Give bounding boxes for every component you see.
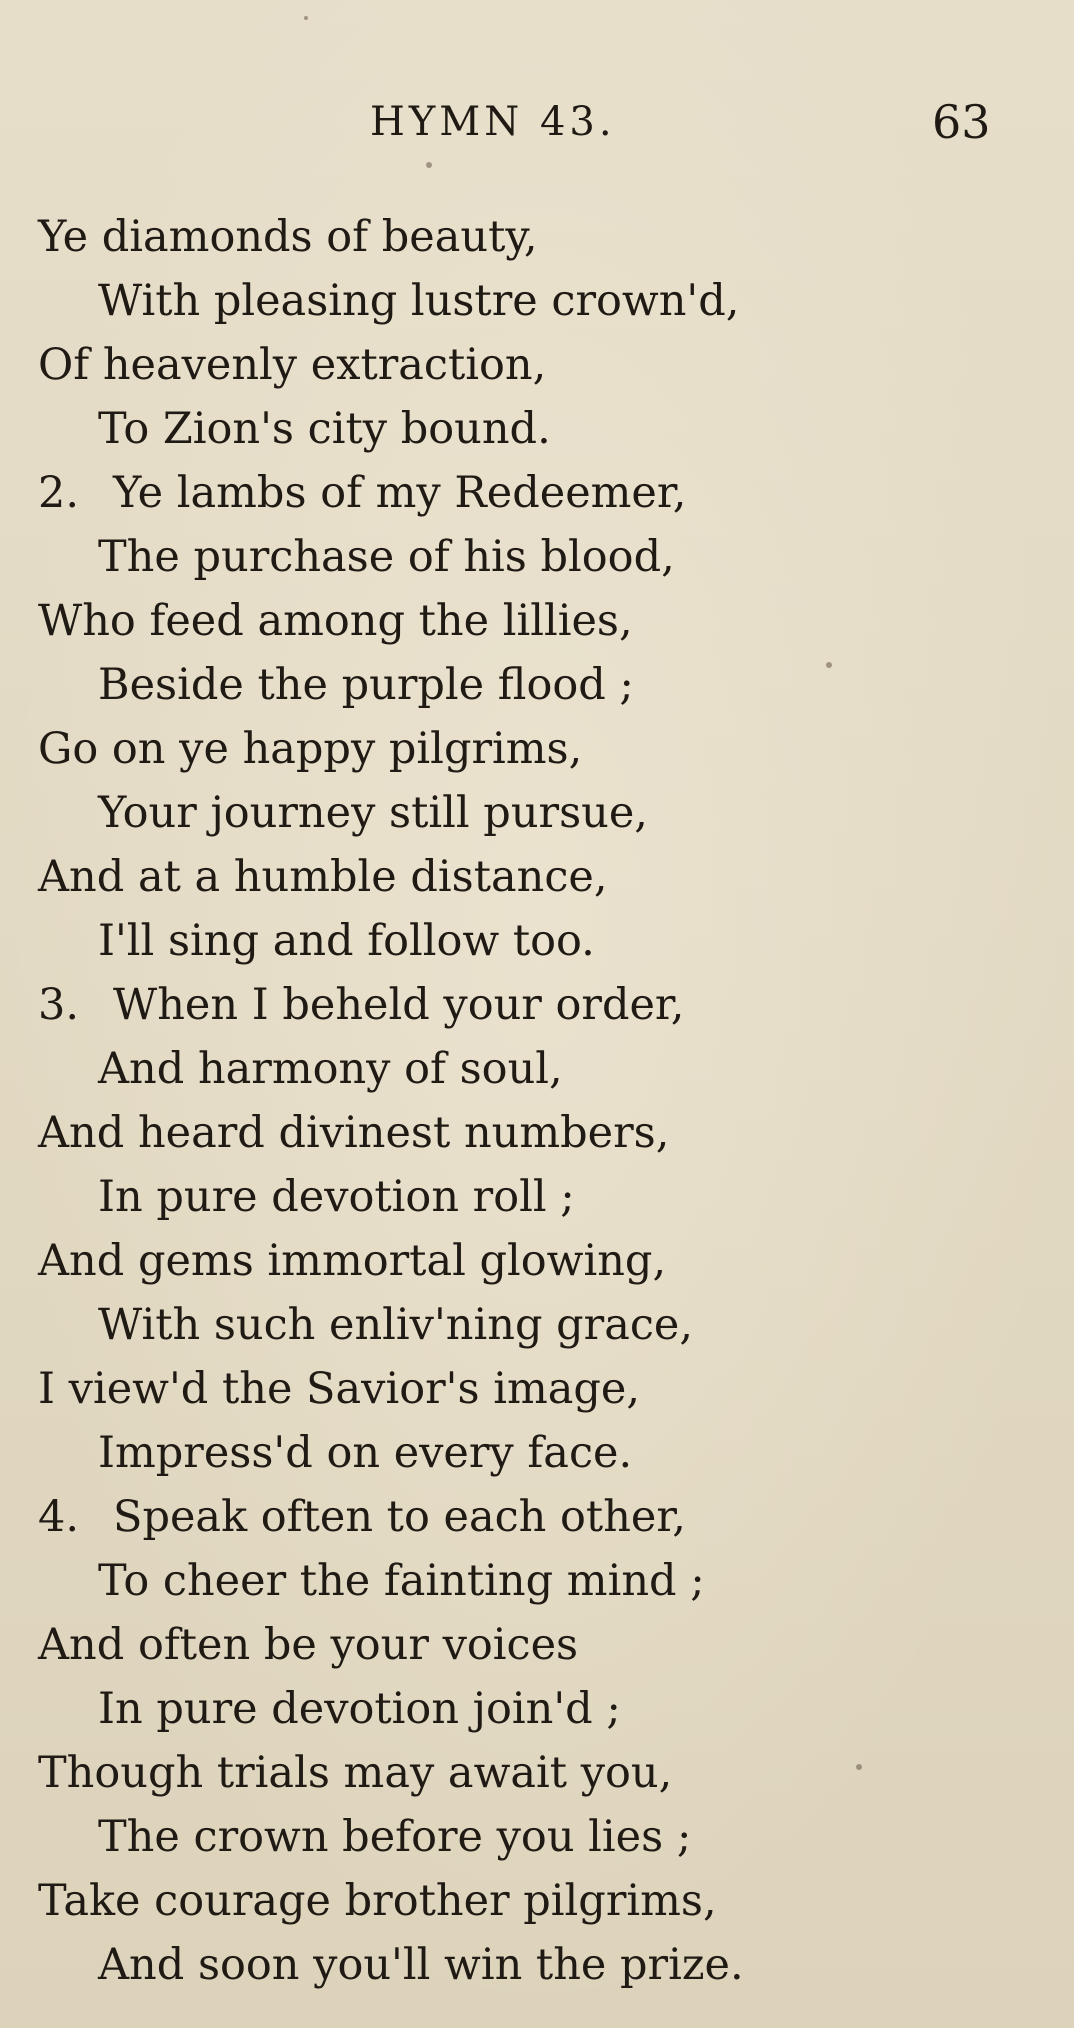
verse-2-line-7: And at a humble distance, [38, 852, 608, 902]
verse-1-line-3: Of heavenly extraction, [38, 340, 547, 390]
paper-speck [826, 662, 832, 668]
verse-2-line-3: Who feed among the lillies, [38, 596, 633, 646]
page-number: 63 [932, 95, 991, 149]
verse-4-line-2: To cheer the fainting mind ; [98, 1556, 705, 1606]
paper-speck [304, 16, 308, 20]
verse-1-line-1: Ye diamonds of beauty, [38, 212, 538, 262]
verse-3-line-3: And heard divinest numbers, [38, 1108, 670, 1158]
verse-3-line-7: I view'd the Savior's image, [38, 1364, 640, 1414]
verse-3-line-1: 3. When I beheld your order, [38, 973, 1038, 1037]
paper-speck [856, 1764, 862, 1770]
verse-4-line-7: Take courage brother pilgrims, [38, 1876, 717, 1926]
verse-number: 4. [38, 1492, 80, 1542]
verse-4-line-4: In pure devotion join'd ; [98, 1684, 621, 1734]
verse-number: 3. [38, 980, 80, 1030]
verse-2-line-4: Beside the purple flood ; [98, 660, 634, 710]
running-title: HYMN 43. [370, 99, 616, 145]
verse-3-line-5: And gems immortal glowing, [38, 1236, 667, 1286]
page-header [0, 92, 1074, 152]
verse-4-line-5: Though trials may await you, [38, 1748, 673, 1798]
verse-2-line-6: Your journey still pursue, [98, 788, 648, 838]
verse-1-line-2: With pleasing lustre crown'd, [98, 276, 740, 326]
verse-3-line-2: And harmony of soul, [98, 1044, 563, 1094]
verse-4-line-8: And soon you'll win the prize. [98, 1940, 744, 1990]
verse-1-line-4: To Zion's city bound. [98, 404, 551, 454]
verse-4-line-1: 4. Speak often to each other, [38, 1485, 1038, 1549]
verse-2-line-2: The purchase of his blood, [98, 532, 675, 582]
verse-2-line-5: Go on ye happy pilgrims, [38, 724, 583, 774]
verse-2-line-1: 2. Ye lambs of my Redeemer, [38, 461, 1038, 525]
verse-2-line-8: I'll sing and follow too. [98, 916, 595, 966]
hymn-text [38, 205, 1038, 1997]
verse-4-line-3: And often be your voices [38, 1620, 579, 1670]
verse-3-line-8: Impress'd on every face. [98, 1428, 633, 1478]
verse-3-line-4: In pure devotion roll ; [98, 1172, 575, 1222]
verse-number: 2. [38, 468, 80, 518]
paper-speck [426, 162, 432, 168]
verse-4-line-6: The crown before you lies ; [98, 1812, 692, 1862]
verse-3-line-6: With such enliv'ning grace, [98, 1300, 694, 1350]
